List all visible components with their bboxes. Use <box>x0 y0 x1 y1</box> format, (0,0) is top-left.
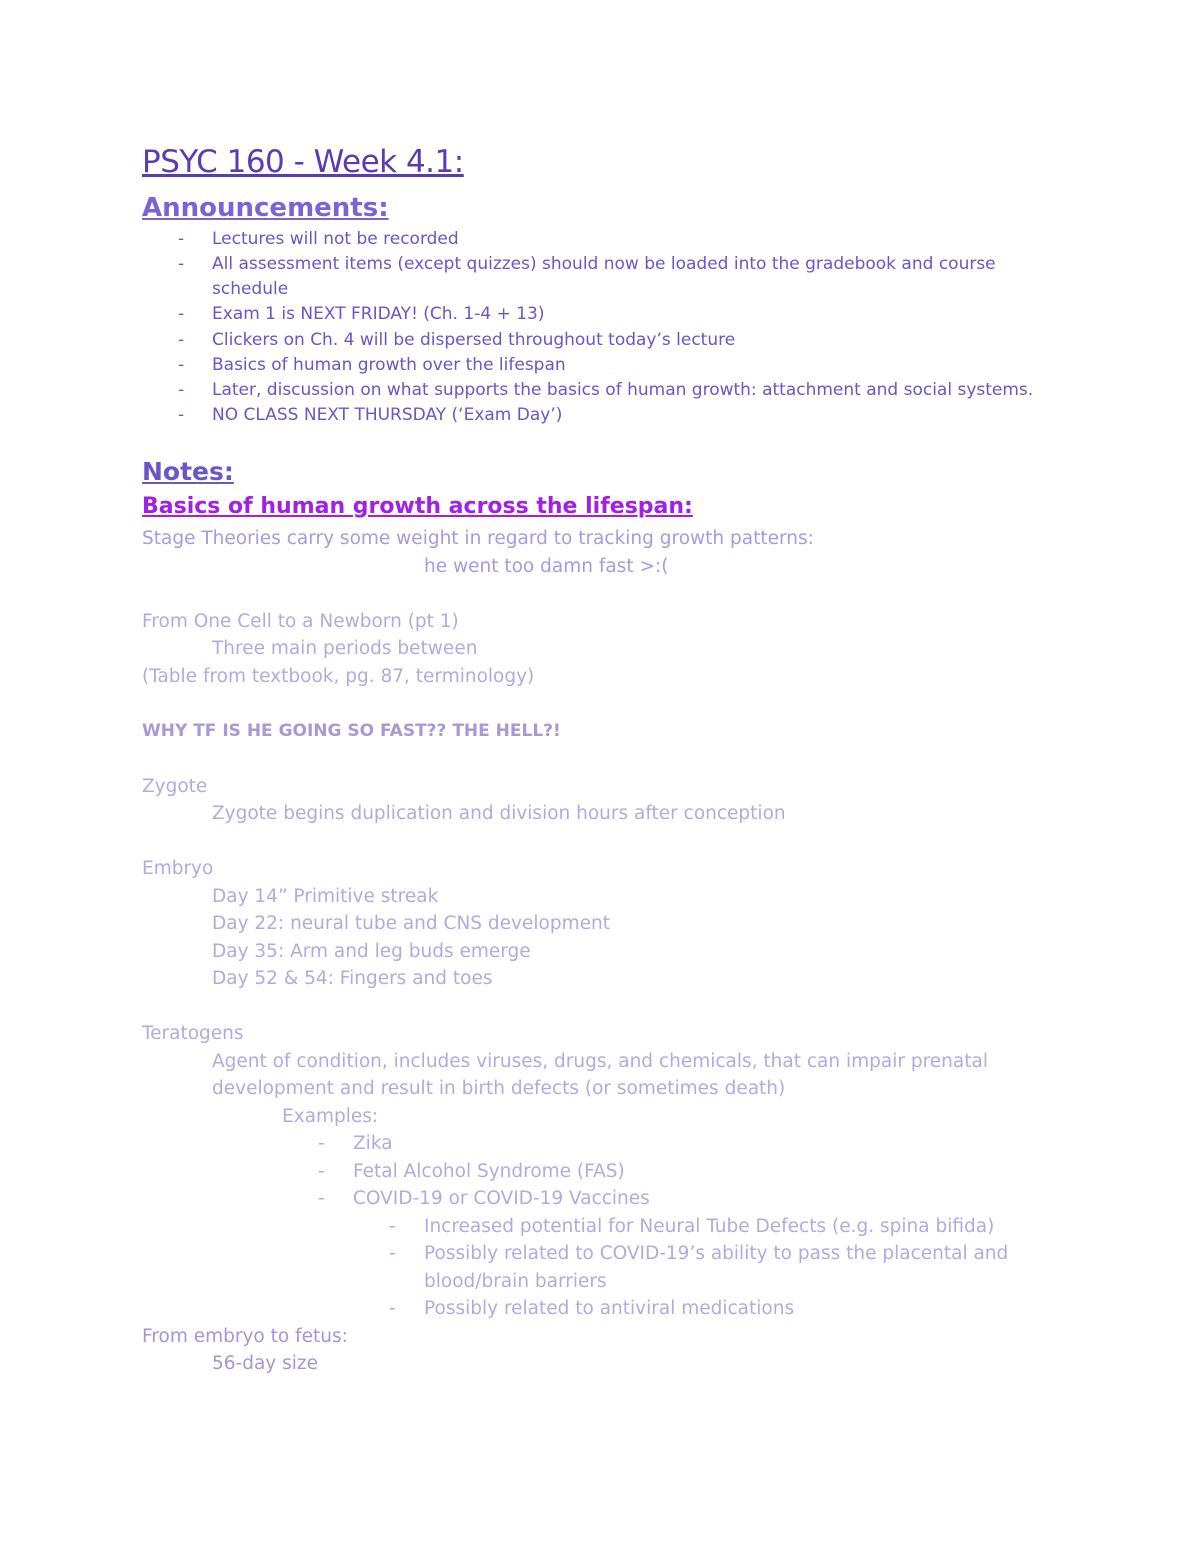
blank-line <box>142 745 1072 773</box>
bullet-dash: - <box>318 1188 325 1209</box>
bullet-dash: - <box>178 379 185 400</box>
embryo-day: Day 35: Arm and leg buds emerge <box>212 940 531 962</box>
blank-line <box>142 993 1072 1021</box>
one-cell-heading: From One Cell to a Newborn (pt 1) <box>142 610 459 632</box>
table-reference: (Table from textbook, pg. 87, terminology) <box>142 665 535 687</box>
announcement-item: - Lectures will not be recorded <box>142 227 1062 252</box>
embryo-heading: Embryo <box>142 858 214 879</box>
announcements-list <box>142 227 1062 428</box>
embryo-day: Day 14” Primitive streak <box>212 885 439 907</box>
announcement-item: - NO CLASS NEXT THURSDAY (‘Exam Day’) <box>142 403 1062 428</box>
announcement-item: - Exam 1 is NEXT FRIDAY! (Ch. 1-4 + 13) <box>142 302 1062 327</box>
announcement-item: - All assessment items (except quizzes) should now be loaded into the gradebook and course schedule <box>178 254 996 300</box>
bullet-dash: - <box>178 304 185 325</box>
bullet-dash: - <box>178 405 185 426</box>
bullet-dash: - <box>178 354 185 375</box>
shout-line: WHY TF IS HE GOING SO FAST?? THE HELL?! <box>142 720 561 741</box>
bullet-dash: - <box>318 1133 325 1154</box>
bullet-dash: - <box>178 254 185 275</box>
notes-body <box>142 525 1072 1378</box>
teratogens-heading: Teratogens <box>142 1023 244 1044</box>
covid-point: - Possibly related to antiviral medications <box>142 1295 1072 1323</box>
example-item: - Zika <box>142 1130 1072 1158</box>
examples-label: Examples: <box>282 1105 379 1127</box>
bullet-dash: - <box>389 1215 396 1237</box>
three-periods-line: Three main periods between <box>212 638 478 659</box>
notes-heading: Notes: <box>142 457 234 486</box>
covid-point: - Increased potential for Neural Tube Defects (e.g. spina bifida) <box>142 1213 1072 1241</box>
example-item: - Fetal Alcohol Syndrome (FAS) <box>142 1158 1072 1186</box>
size-56-line: 56-day size <box>212 1353 318 1374</box>
embryo-day: Day 52 & 54: Fingers and toes <box>212 968 493 989</box>
embryo-day: Day 22: neural tube and CNS development <box>212 913 610 934</box>
zygote-description: Zygote begins duplication and division hours after conception <box>212 803 786 824</box>
announcements-heading: Announcements: <box>142 193 389 223</box>
covid-point: - Possibly related to COVID-19’s ability to pass the placental and blood/brain barriers <box>142 1240 1072 1295</box>
page-title: PSYC 160 - Week 4.1: <box>142 144 464 180</box>
aside-comment: he went too damn fast >:( <box>424 555 669 577</box>
blank-line <box>142 580 1072 608</box>
announcement-item: - Clickers on Ch. 4 will be dispersed throughout today’s lecture <box>142 328 1062 353</box>
section-title: Basics of human growth across the lifespan: <box>142 494 693 519</box>
teratogens-definition: Agent of condition, includes viruses, drugs, and chemicals, that can impair prenatal development and result in birth defects (or sometimes death) <box>212 1050 988 1099</box>
bullet-dash: - <box>389 1243 396 1264</box>
blank-line <box>142 828 1072 856</box>
zygote-heading: Zygote <box>142 775 208 797</box>
example-item: - COVID-19 or COVID-19 Vaccines <box>142 1185 1072 1213</box>
announcement-item: - Later, discussion on what supports the basics of human growth: attachment and social systems. <box>142 378 1062 403</box>
bullet-dash: - <box>178 229 185 249</box>
bullet-dash: - <box>389 1298 396 1319</box>
stage-theories-line: Stage Theories carry some weight in regard to tracking growth patterns: <box>142 528 814 549</box>
bullet-dash: - <box>318 1160 325 1182</box>
bullet-dash: - <box>178 329 185 350</box>
blank-line <box>142 690 1072 718</box>
embryo-to-fetus-heading: From embryo to fetus: <box>142 1325 348 1347</box>
announcement-item: - Basics of human growth over the lifespan <box>142 353 1062 378</box>
